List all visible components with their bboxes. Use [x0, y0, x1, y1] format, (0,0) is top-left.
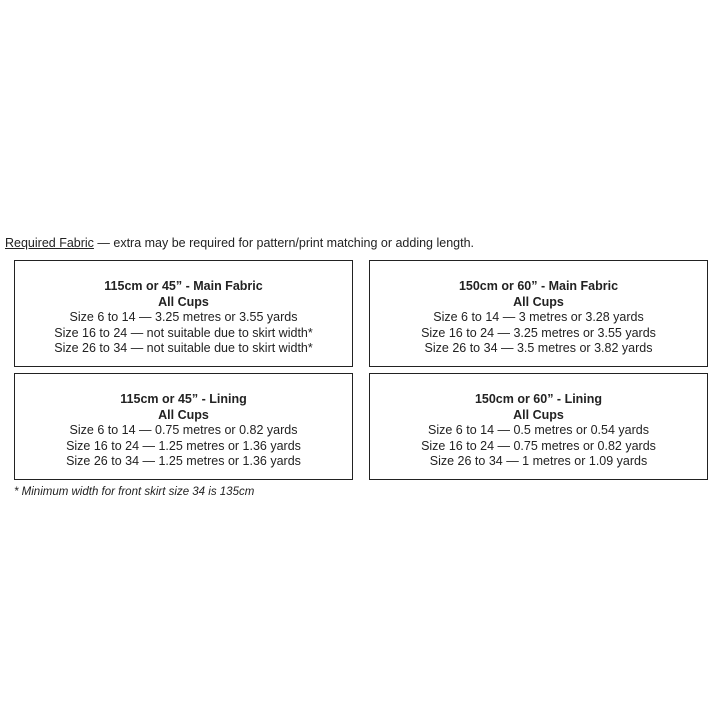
fabric-box-150-main: [369, 260, 708, 367]
box-title: 150cm or 60” - Main Fabric: [458, 279, 619, 293]
box-title: 150cm or 60” - Lining: [474, 392, 603, 406]
heading-text: — extra may be required for pattern/print matching or adding length.: [93, 236, 475, 250]
heading-label: Required Fabric: [5, 236, 94, 250]
box-subtitle: All Cups: [513, 294, 564, 309]
box-subtitle: All Cups: [158, 294, 209, 309]
size-line: Size 6 to 14 — 3.25 metres or 3.55 yards: [69, 310, 298, 324]
box-title: 115cm or 45” - Lining: [120, 392, 247, 406]
box-subtitle: All Cups: [513, 407, 564, 422]
size-line: Size 6 to 14 — 3 metres or 3.28 yards: [433, 310, 644, 324]
size-line: Size 16 to 24 — 0.75 metres or 0.82 yards: [421, 438, 656, 453]
size-line: Size 16 to 24 — 1.25 metres or 1.36 yards: [66, 438, 301, 453]
fabric-box-150-lining: [369, 373, 708, 480]
required-fabric-heading: [5, 236, 474, 250]
size-line: Size 26 to 34 — 1 metres or 1.09 yards: [429, 454, 648, 468]
size-line: Size 26 to 34 — not suitable due to skirt width*: [54, 341, 313, 355]
size-line: Size 6 to 14 — 0.75 metres or 0.82 yards: [69, 423, 298, 437]
size-line: Size 16 to 24 — 3.25 metres or 3.55 yards: [421, 325, 656, 340]
fabric-box-115-main: [14, 260, 353, 367]
size-line: Size 26 to 34 — 1.25 metres or 1.36 yards: [66, 454, 301, 468]
size-line: Size 26 to 34 — 3.5 metres or 3.82 yards: [424, 341, 653, 355]
size-line: Size 6 to 14 — 0.5 metres or 0.54 yards: [428, 423, 649, 437]
fabric-box-115-lining: [14, 373, 353, 480]
box-title: 115cm or 45” - Main Fabric: [104, 279, 263, 293]
box-subtitle: All Cups: [158, 407, 209, 422]
footnote: * Minimum width for front skirt size 34 is 135cm: [14, 486, 255, 498]
size-line: Size 16 to 24 — not suitable due to skirt width*: [54, 325, 313, 340]
